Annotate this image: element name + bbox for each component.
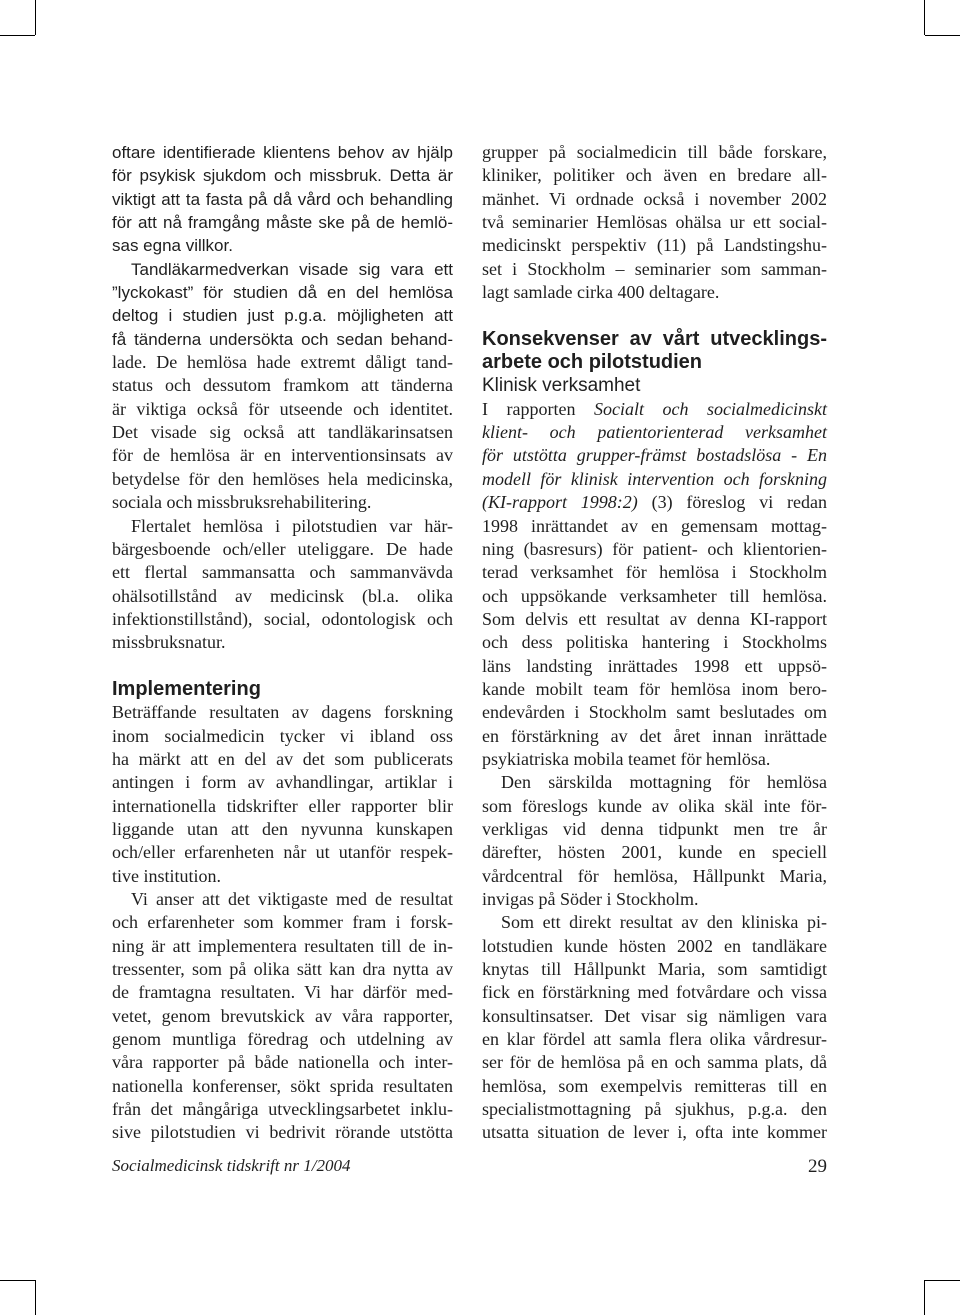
text-line: en klar fördel att samla flera olika vårdresur- <box>482 1029 827 1050</box>
text-line: ett flertal sammansatta och sammanvävda <box>112 562 453 583</box>
text-line: nationella konferenser, sökt sprida resultaten <box>112 1075 453 1096</box>
text-line: Flertalet hemlösa i pilotstudien var här- <box>131 515 453 536</box>
text-line: internationella tidskrifter eller rapporter blir <box>112 795 453 816</box>
text-line: vetet, genom brevutskick av våra rapporter, <box>112 1005 453 1026</box>
text-line: sive pilotstudien vi bedrivit rörande utstötta <box>112 1122 453 1143</box>
journal-footer: Socialmedicinsk tidskrift nr 1/2004 <box>112 1156 351 1175</box>
text-line: sas egna villkor. <box>112 236 233 256</box>
text-line: lotstudien kunde hösten 2002 en tandläkare <box>482 935 827 956</box>
text-span: I rapporten <box>482 398 576 419</box>
report-title: Socialt och socialmedicinskt <box>594 398 828 419</box>
text-line: specialistmottagning på sjukhus, p.g.a. den <box>482 1099 827 1120</box>
text-line: oftare identifierade klientens behov av hjälp <box>112 143 453 162</box>
section-heading: Konsekvenser av vårt utvecklings- <box>482 327 827 350</box>
text-line: viktigt att ta fasta på då vård och behandling <box>112 189 453 209</box>
text-line: och/eller erfarenheten når ut utanför respek- <box>112 842 453 863</box>
text-line: därefter, hösten 2001, kunde en speciell <box>482 842 827 863</box>
text-line: få tänderna undersökta och sedan behand- <box>112 329 453 349</box>
text-line: utsatta situation de lever i, ofta inte kommer <box>482 1122 827 1143</box>
text-line: och erfarenheter som kommer fram i forsk- <box>112 912 453 933</box>
text-line: fick en förstärkning med fotvårdare och vissa <box>482 982 827 1003</box>
text-line: ser för de hemlösa på en och samma plats, då <box>482 1052 827 1073</box>
text-line: är viktiga också för utseende och identitet. <box>112 398 453 419</box>
text-line: kliniker, politiker och även en bredare all- <box>482 165 827 186</box>
report-title: modell för klinisk intervention och forskning <box>482 468 827 489</box>
report-title: klient- och patientorienterad verksamhet <box>482 422 827 443</box>
crop-mark <box>925 1280 960 1281</box>
text-line: kande mobilt team för hemlösa inom bero- <box>482 678 827 699</box>
text-line: ohälsotillstånd av medicinsk (bl.a. olika <box>112 585 453 606</box>
text-line: våra rapporter på både nationella och inter- <box>112 1052 453 1073</box>
text-line: och uppsökande verksamheter till hemlösa. <box>482 585 827 606</box>
text-line: en förstärkning av det året innan inrättade <box>482 725 827 746</box>
text-line: vårdcentral för hemlösa, Hållpunkt Maria, <box>482 865 827 886</box>
text-line: status och dessutom framkom att tänderna <box>112 375 453 396</box>
text-line: liggande utan att den nyvunna kunskapen <box>112 818 453 839</box>
text-line: lade. De hemlösa hade extremt dåligt tand- <box>112 352 453 373</box>
text-line: ning är att implementera resultaten till de in- <box>112 935 453 956</box>
left-column <box>112 141 453 1145</box>
spacer <box>112 655 453 678</box>
text-line: invigas på Söder i Stockholm. <box>482 889 699 909</box>
text-line: verkligas vid denna tidpunkt men tre år <box>482 818 827 839</box>
text-line: Det visade sig också att tandläkarinsatsen <box>112 422 453 443</box>
text-line: från det mångåriga utvecklingsarbetet inklu- <box>112 1099 453 1120</box>
text-line: missbruksnatur. <box>112 632 226 653</box>
paragraph <box>482 398 827 772</box>
report-title: för utstötta grupper-främst bostadslösa - En <box>482 445 827 466</box>
page-number: 29 <box>808 1156 827 1177</box>
text-line: ha märkt att en del av det som publicerats <box>112 748 453 769</box>
report-title: (KI-rapport 1998:2) <box>482 492 638 513</box>
crop-mark <box>924 1280 925 1315</box>
text-line: infektionstillstånd), social, odontologisk och <box>112 608 453 629</box>
text-line: knytas till Hållpunkt Maria, som samtidigt <box>482 959 827 980</box>
text-line: lagt samlade cirka 400 deltagare. <box>482 282 720 303</box>
text-line: Vi anser att det viktigaste med de resultat <box>131 889 453 909</box>
text-line: grupper på socialmedicin till både forskare, <box>482 142 827 162</box>
paragraph <box>112 141 453 258</box>
paragraph <box>482 771 827 911</box>
crop-mark <box>0 1280 35 1281</box>
section-heading: Implementering <box>112 677 261 700</box>
text-line: ”lyckokast” för studien då en del hemlösa <box>112 283 453 303</box>
text-line: terad verksamhet för hemlösa i Stockholm <box>482 562 827 583</box>
paragraph <box>482 911 827 1144</box>
text-line: Tandläkarmedverkan visade sig vara ett <box>131 259 453 279</box>
crop-mark <box>0 35 35 36</box>
text-line <box>482 398 827 421</box>
text-line: endevården i Stockholm samt beslutades om <box>482 702 827 723</box>
text-line: inom socialmedicin tycker vi ibland oss <box>112 725 453 746</box>
text-line: psykiatriska mobila teamet för hemlösa. <box>482 748 771 769</box>
text-line: Beträffande resultaten av dagens forskning <box>112 702 453 723</box>
text-line: för de hemlösa är en interventionsinsats av <box>112 445 453 466</box>
paragraph <box>112 258 453 515</box>
spacer <box>482 304 827 327</box>
crop-mark <box>924 0 925 35</box>
text-line: bärgesboende och/eller uteliggare. De hade <box>112 538 453 559</box>
text-line: hemlösa, som exempelvis remitteras till en <box>482 1075 827 1096</box>
crop-mark <box>35 1280 36 1315</box>
section-heading: arbete och pilotstudien <box>482 351 703 374</box>
text-line: som föreslogs kunde av olika skäl inte för- <box>482 795 827 816</box>
text-line: två seminarier Hemlösas ohälsa ur ett social- <box>482 212 827 233</box>
crop-mark <box>925 35 960 36</box>
text-line: och dess politiska hantering i Stockholms <box>482 632 827 653</box>
crop-mark <box>35 0 36 35</box>
text-line: mänhet. Vi ordnade också i november 2002 <box>482 188 827 209</box>
text-line: för att nå framgång måste ske på de hemlö- <box>112 213 453 233</box>
text-line: antingen i form av avhandlingar, artiklar i <box>112 772 453 793</box>
paragraph <box>482 141 827 304</box>
text-line: sociala och missbruksrehabilitering. <box>112 492 372 513</box>
text-line: Den särskilda mottagning för hemlösa <box>501 772 827 793</box>
text-line: tressenter, som på olika sätt kan dra nytta av <box>112 959 453 980</box>
text-line: deltog i studien just p.g.a. möjligheten att <box>112 306 453 326</box>
text-line: genom muntliga föredrag och utdelning av <box>112 1029 453 1050</box>
text-line: för psykisk sjukdom och missbruk. Detta är <box>112 166 453 186</box>
text-line: medicinskt perspektiv (11) på Landstingshu- <box>482 235 827 256</box>
text-line: läns landsting inrättades 1998 ett uppsö- <box>482 655 827 676</box>
text-line: betydelse för den hemlöses hela medicinska, <box>112 468 453 489</box>
text-line: Som ett direkt resultat av den kliniska pi- <box>501 912 827 933</box>
text-line: set i Stockholm – seminarier som samman- <box>482 258 827 279</box>
text-line: Som delvis ett resultat av denna KI-rapport <box>482 608 827 629</box>
text-line: tive institution. <box>112 865 222 886</box>
paragraph <box>112 515 453 655</box>
text-line: konsultinsatser. Det visar sig nämligen vara <box>482 1005 827 1026</box>
text-span: (3) föreslog vi redan <box>651 492 827 513</box>
paragraph <box>112 701 453 888</box>
text-line: de framtagna resultaten. Vi har därför med- <box>112 982 453 1003</box>
text-line <box>482 491 827 514</box>
right-column <box>482 141 827 1145</box>
subsection-heading: Klinisk verksamhet <box>482 375 641 397</box>
text-line: ning (basresurs) för patient- och klientorien- <box>482 538 827 559</box>
text-line: 1998 inrättandet av en gemensam mottag- <box>482 515 827 536</box>
paragraph <box>112 888 453 1145</box>
